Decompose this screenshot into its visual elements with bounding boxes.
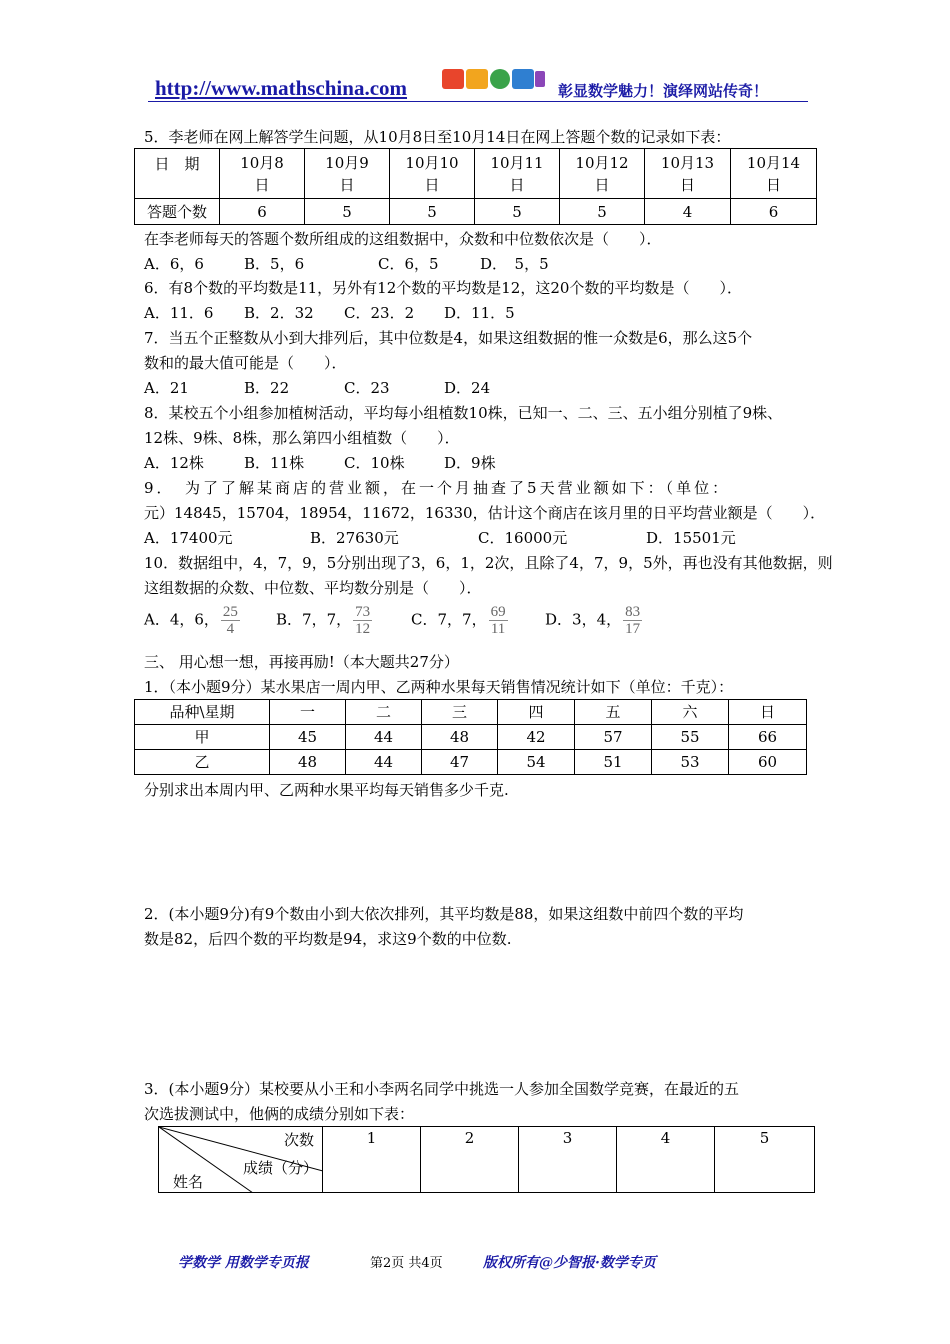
q5-option-a: A．6，6 [144,255,204,273]
fraction: $\frac{83}{17}$ [625,604,641,637]
q9-line1: 9． 为了了解某商店的营业额，在一个月抽查了5天营业额如下：（单位： [144,479,731,497]
q7-option-b: B．22 [244,379,290,397]
p1-cell: 42 [498,725,575,750]
p1-cell: 66 [729,725,807,750]
q6-option-b: B．2．32 [244,304,314,322]
q5-date-cell: 10月8 日 [220,149,305,199]
q5-count-cell: 5 [390,199,475,225]
p3-corner-bottom: 姓名 [173,1173,204,1191]
p1-question: 分别求出本周内甲、乙两种水果平均每天销售多少千克. [144,781,509,799]
table-row [135,725,807,750]
q7-line1: 7．当五个正整数从小到大排列后，其中位数是4，如果这组数据的惟一众数是6，那么这5个 [144,329,753,347]
p2-line1: 2．(本小题9分)有9个数由小到大依次排列，其平均数是88，如果这组数中前四个数的平均 [144,905,744,923]
p3-corner-cell [159,1127,323,1193]
q5-date-cell: 10月10 日 [390,149,475,199]
p3-column-header: 3 [519,1127,617,1193]
q10-line2: 这组数据的众数、中位数、平均数分别是（ ）． [144,579,482,597]
q5-date-cell: 10月13 日 [645,149,731,199]
q8-option-b: B．11株 [244,454,305,472]
p1-cell: 45 [270,725,346,750]
p1-cell: 60 [729,750,807,775]
q5-count-cell: 5 [305,199,390,225]
header-rule [148,101,808,102]
p1-cell: 48 [270,750,346,775]
p3-column-header: 4 [617,1127,715,1193]
q7-option-a: A．21 [144,379,189,397]
q5-count-cell: 5 [560,199,645,225]
q5-date-cell: 10月11 日 [475,149,560,199]
q5-row-label-date: 日 期 [135,149,220,199]
q8-option-a: A．12株 [144,454,204,472]
p1-header-cell: 三 [422,700,498,725]
q10-option-c: C．7，7， $\frac{69}{11}$ [411,604,506,637]
p3-corner-mid: 成绩（分） [242,1159,318,1177]
p2-line2: 数是82，后四个数的平均数是94，求这9个数的中位数. [144,930,512,948]
q8-option-c: C．10株 [344,454,405,472]
footer-right: 版权所有@少智报·数学专页 [483,1255,656,1271]
q5-date-cell: 10月9 日 [305,149,390,199]
site-url-link[interactable]: http://www.mathschina.com [155,76,408,100]
p1-cell: 乙 [135,750,270,775]
q8-line2: 12株、9株、8株，那么第四小组植数（ ）． [144,429,460,447]
footer-left: 学数学 用数学专页报 [178,1255,309,1271]
q9-option-d: D．15501元 [646,529,736,547]
q8-option-d: D．9株 [444,454,496,472]
q7-option-c: C．23 [344,379,390,397]
q5-stem: 5．李老师在网上解答学生问题，从10月8日至10月14日在网上答题个数的记录如下表： [144,128,731,146]
q5-option-d: D． 5，5 [480,255,549,273]
p1-cell: 48 [422,725,498,750]
p1-header-cell: 品种\星期 [135,700,270,725]
p1-cell: 甲 [135,725,270,750]
q5-count-cell: 6 [220,199,305,225]
q8-line1: 8．某校五个小组参加植树活动，平均每小组植数10株，已知一、二、三、五小组分别植了9株、 [144,404,783,422]
q6-stem: 6．有8个数的平均数是11，另外有12个数的平均数是12，这20个数的平均数是（ ）． [144,279,742,297]
q5-option-c: C．6，5 [378,255,439,273]
p3-column-header: 2 [421,1127,519,1193]
q5-option-b: B．5，6 [244,255,305,273]
p3-table [158,1126,815,1193]
p1-cell: 44 [346,725,422,750]
p1-cell: 57 [575,725,652,750]
q5-date-cell: 10月14 日 [731,149,817,199]
q9-line2: 元）14845，15704，18954，11672，16330，估计这个商店在该月里的日平均营业额是（ ）． [144,504,826,522]
p1-header-cell: 日 [729,700,807,725]
p1-header-cell: 二 [346,700,422,725]
q5-table [134,148,817,225]
p1-table [134,699,807,775]
q10-option-d: D．3，4， $\frac{83}{17}$ [545,604,641,637]
site-slogan: 彰显数学魅力！演绎网站传奇！ [558,82,769,100]
p1-cell: 54 [498,750,575,775]
p1-cell: 55 [652,725,729,750]
fraction: $\frac{69}{11}$ [490,604,506,637]
q10-option-b: B．7，7， $\frac{73}{12}$ [276,604,371,637]
q5-count-cell: 6 [731,199,817,225]
p1-header-cell: 五 [575,700,652,725]
q10-line1: 10．数据组中，4，7，9，5分别出现了3，6，1，2次，且除了4，7，9，5外，再也没有其他数据，则 [144,554,833,572]
footer-page-number: 第2页 共4页 [370,1256,443,1271]
q5-row-label-count: 答题个数 [135,199,220,225]
p1-stem: 1．（本小题9分）某水果店一周内甲、乙两种水果每天销售情况统计如下（单位：千克）： [144,678,734,696]
p3-column-header: 1 [323,1127,421,1193]
p3-line2: 次选拔测试中，他俩的成绩分别如下表： [144,1105,415,1123]
table-row [135,750,807,775]
p1-cell: 47 [422,750,498,775]
p1-cell: 51 [575,750,652,775]
q7-option-d: D．24 [444,379,491,397]
p1-header-cell: 六 [652,700,729,725]
fraction: $\frac{25}{4}$ [222,604,238,637]
q9-option-a: A．17400元 [144,529,233,547]
q9-option-b: B．27630元 [310,529,399,547]
q6-option-a: A．11．6 [144,304,214,322]
p1-header-cell: 四 [498,700,575,725]
p3-corner-top: 次数 [283,1131,314,1149]
q10-option-a: A．4，6， $\frac{25}{4}$ [144,604,238,637]
p1-header-cell: 一 [270,700,346,725]
p3-column-header: 5 [715,1127,815,1193]
q5-date-cell: 10月12 日 [560,149,645,199]
p3-line1: 3．(本小题9分）某校要从小王和小李两名同学中挑选一人参加全国数学竞赛，在最近的五 [144,1080,739,1098]
fraction: $\frac{73}{12}$ [355,604,371,637]
q5-count-cell: 5 [475,199,560,225]
p1-cell: 53 [652,750,729,775]
site-logo [442,66,547,92]
q5-count-cell: 4 [645,199,731,225]
q6-option-c: C．23．2 [344,304,415,322]
p1-cell: 44 [346,750,422,775]
q5-question: 在李老师每天的答题个数所组成的这组数据中，众数和中位数依次是（ ）． [144,230,662,248]
q7-line2: 数和的最大值可能是（ ）． [144,354,347,372]
section-3-title: 三、 用心想一想，再接再励!（本大题共27分） [144,653,459,671]
q9-option-c: C．16000元 [478,529,568,547]
q6-option-d: D．11．5 [444,304,515,322]
